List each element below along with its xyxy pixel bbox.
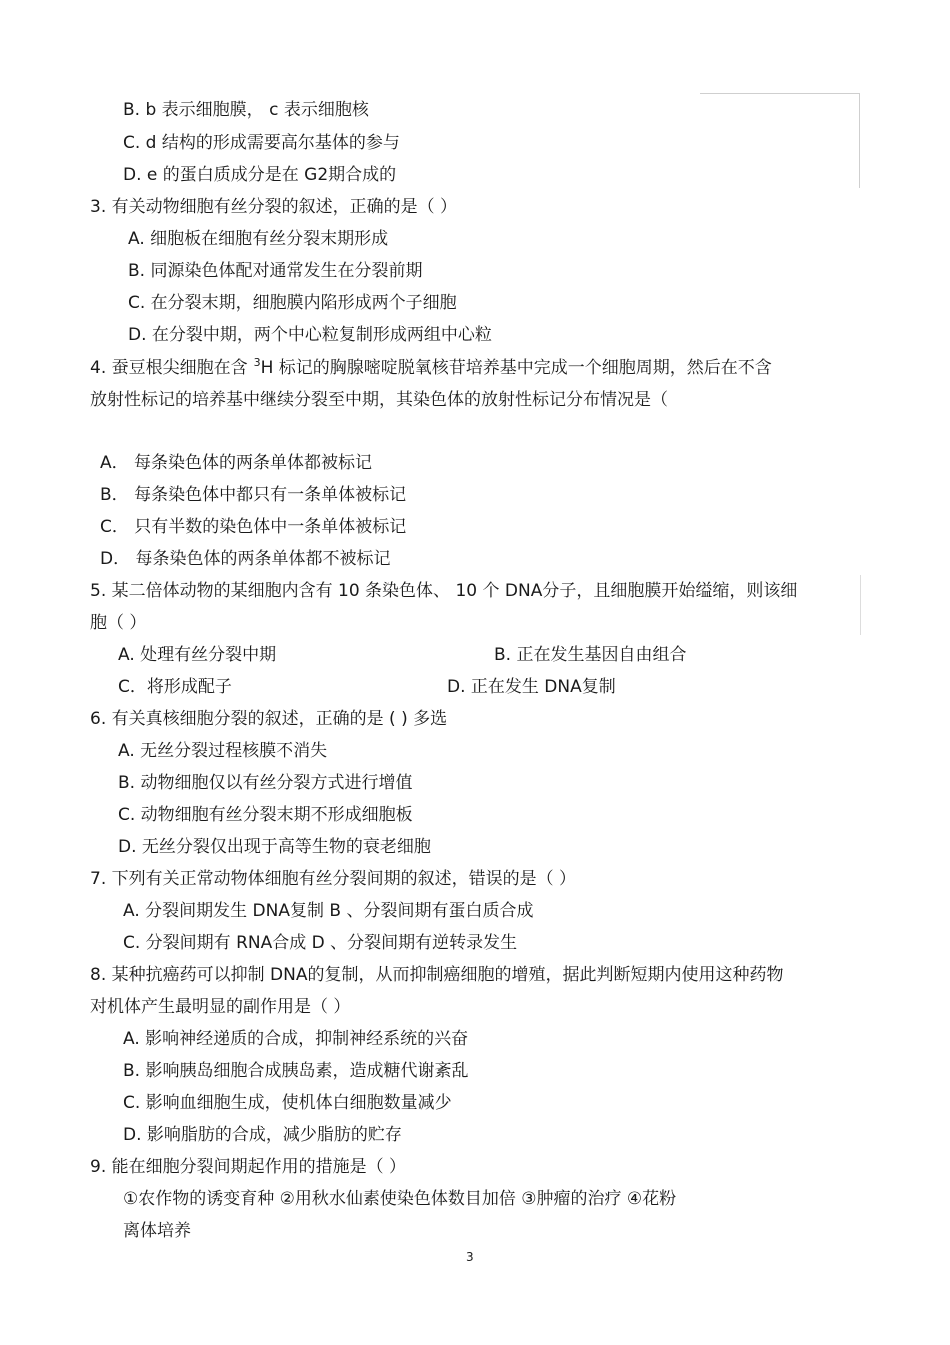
q6-option-b: B. 动物细胞仅以有丝分裂方式进行增值 (118, 773, 413, 793)
q9-options-line1: ①农作物的诱变育种 ②用秋水仙素使染色体数目加倍 ③肿瘤的治疗 ④花粉 (123, 1189, 677, 1209)
q3-option-a: A. 细胞板在细胞有丝分裂末期形成 (128, 229, 389, 249)
q7-options-ab: A. 分裂间期发生 DNA复制 B 、分裂间期有蛋白质合成 (123, 901, 534, 921)
q2-option-b: B. b 表示细胞膜， c 表示细胞核 (123, 100, 369, 120)
q4-option-b: B． 每条染色体中都只有一条单体被标记 (100, 485, 407, 505)
q3-stem: 3. 有关动物细胞有丝分裂的叙述，正确的是（ ） (90, 197, 458, 217)
q4-stem-line2: 放射性标记的培养基中继续分裂至中期，其染色体的放射性标记分布情况是（ (90, 390, 668, 410)
q8-stem-line1: 8. 某种抗癌药可以抑制 DNA的复制，从而抑制癌细胞的增殖，据此判断短期内使用这种药物 (90, 965, 784, 985)
q6-option-c: C. 动物细胞有丝分裂末期不形成细胞板 (118, 805, 413, 825)
q4-option-a: A． 每条染色体的两条单体都被标记 (100, 453, 373, 473)
q8-option-b: B. 影响胰岛细胞合成胰岛素，造成糖代谢紊乱 (123, 1061, 469, 1081)
q8-option-d: D. 影响脂肪的合成，减少脂肪的贮存 (123, 1125, 402, 1145)
q5-option-b: B. 正在发生基因自由组合 (494, 645, 687, 665)
q7-stem: 7. 下列有关正常动物体细胞有丝分裂间期的叙述，错误的是（ ） (90, 869, 577, 889)
q6-option-a: A. 无丝分裂过程核膜不消失 (118, 741, 328, 761)
q6-stem: 6. 有关真核细胞分裂的叙述，正确的是 ( ) 多选 (90, 709, 448, 729)
page-number: 3 (466, 1250, 474, 1264)
q5-stem-line1: 5. 某二倍体动物的某细胞内含有 10 条染色体、 10 个 DNA分子，且细胞膜开始缢缩，则该细 (90, 581, 798, 601)
q4-stem-part1: 4. 蚕豆根尖细胞在含 (90, 358, 248, 378)
q4-option-c: C． 只有半数的染色体中一条单体被标记 (100, 517, 407, 537)
q2-option-c: C. d 结构的形成需要高尔基体的参与 (123, 133, 400, 153)
q6-option-d: D. 无丝分裂仅出现于高等生物的衰老细胞 (118, 837, 431, 857)
q5-option-c: C．将形成配子 (118, 677, 232, 697)
q3-option-c: C. 在分裂末期，细胞膜内陷形成两个子细胞 (128, 293, 457, 313)
q9-stem: 9. 能在细胞分裂间期起作用的措施是（ ） (90, 1157, 407, 1177)
q9-options-line2: 离体培养 (123, 1221, 191, 1241)
q4-option-d: D． 每条染色体的两条单体都不被标记 (100, 549, 391, 569)
q5-option-d: D. 正在发生 DNA复制 (447, 677, 616, 697)
q4-stem-part2: H 标记的胸腺嘧啶脱氧核苷培养基中完成一个细胞周期，然后在不含 (260, 358, 772, 378)
q8-stem-line2: 对机体产生最明显的副作用是（ ） (90, 997, 351, 1017)
q3-option-d: D. 在分裂中期，两个中心粒复制形成两组中心粒 (128, 325, 492, 345)
q8-option-a: A. 影响神经递质的合成，抑制神经系统的兴奋 (123, 1029, 469, 1049)
q7-options-cd: C. 分裂间期有 RNA合成 D 、分裂间期有逆转录发生 (123, 933, 518, 953)
table-border-right (859, 93, 860, 188)
q5-stem-line2: 胞（ ） (90, 613, 147, 633)
q8-option-c: C. 影响血细胞生成，使机体白细胞数量减少 (123, 1093, 452, 1113)
q2-option-d: D. e 的蛋白质成分是在 G2期合成的 (123, 165, 397, 185)
superscript-3: 3 (253, 356, 261, 369)
q5-option-a: A. 处理有丝分裂中期 (118, 645, 277, 665)
table-border-top (700, 93, 860, 94)
table-border-right-lower (860, 575, 861, 635)
q3-option-b: B. 同源染色体配对通常发生在分裂前期 (128, 261, 423, 281)
q4-stem-line1 (90, 357, 772, 381)
